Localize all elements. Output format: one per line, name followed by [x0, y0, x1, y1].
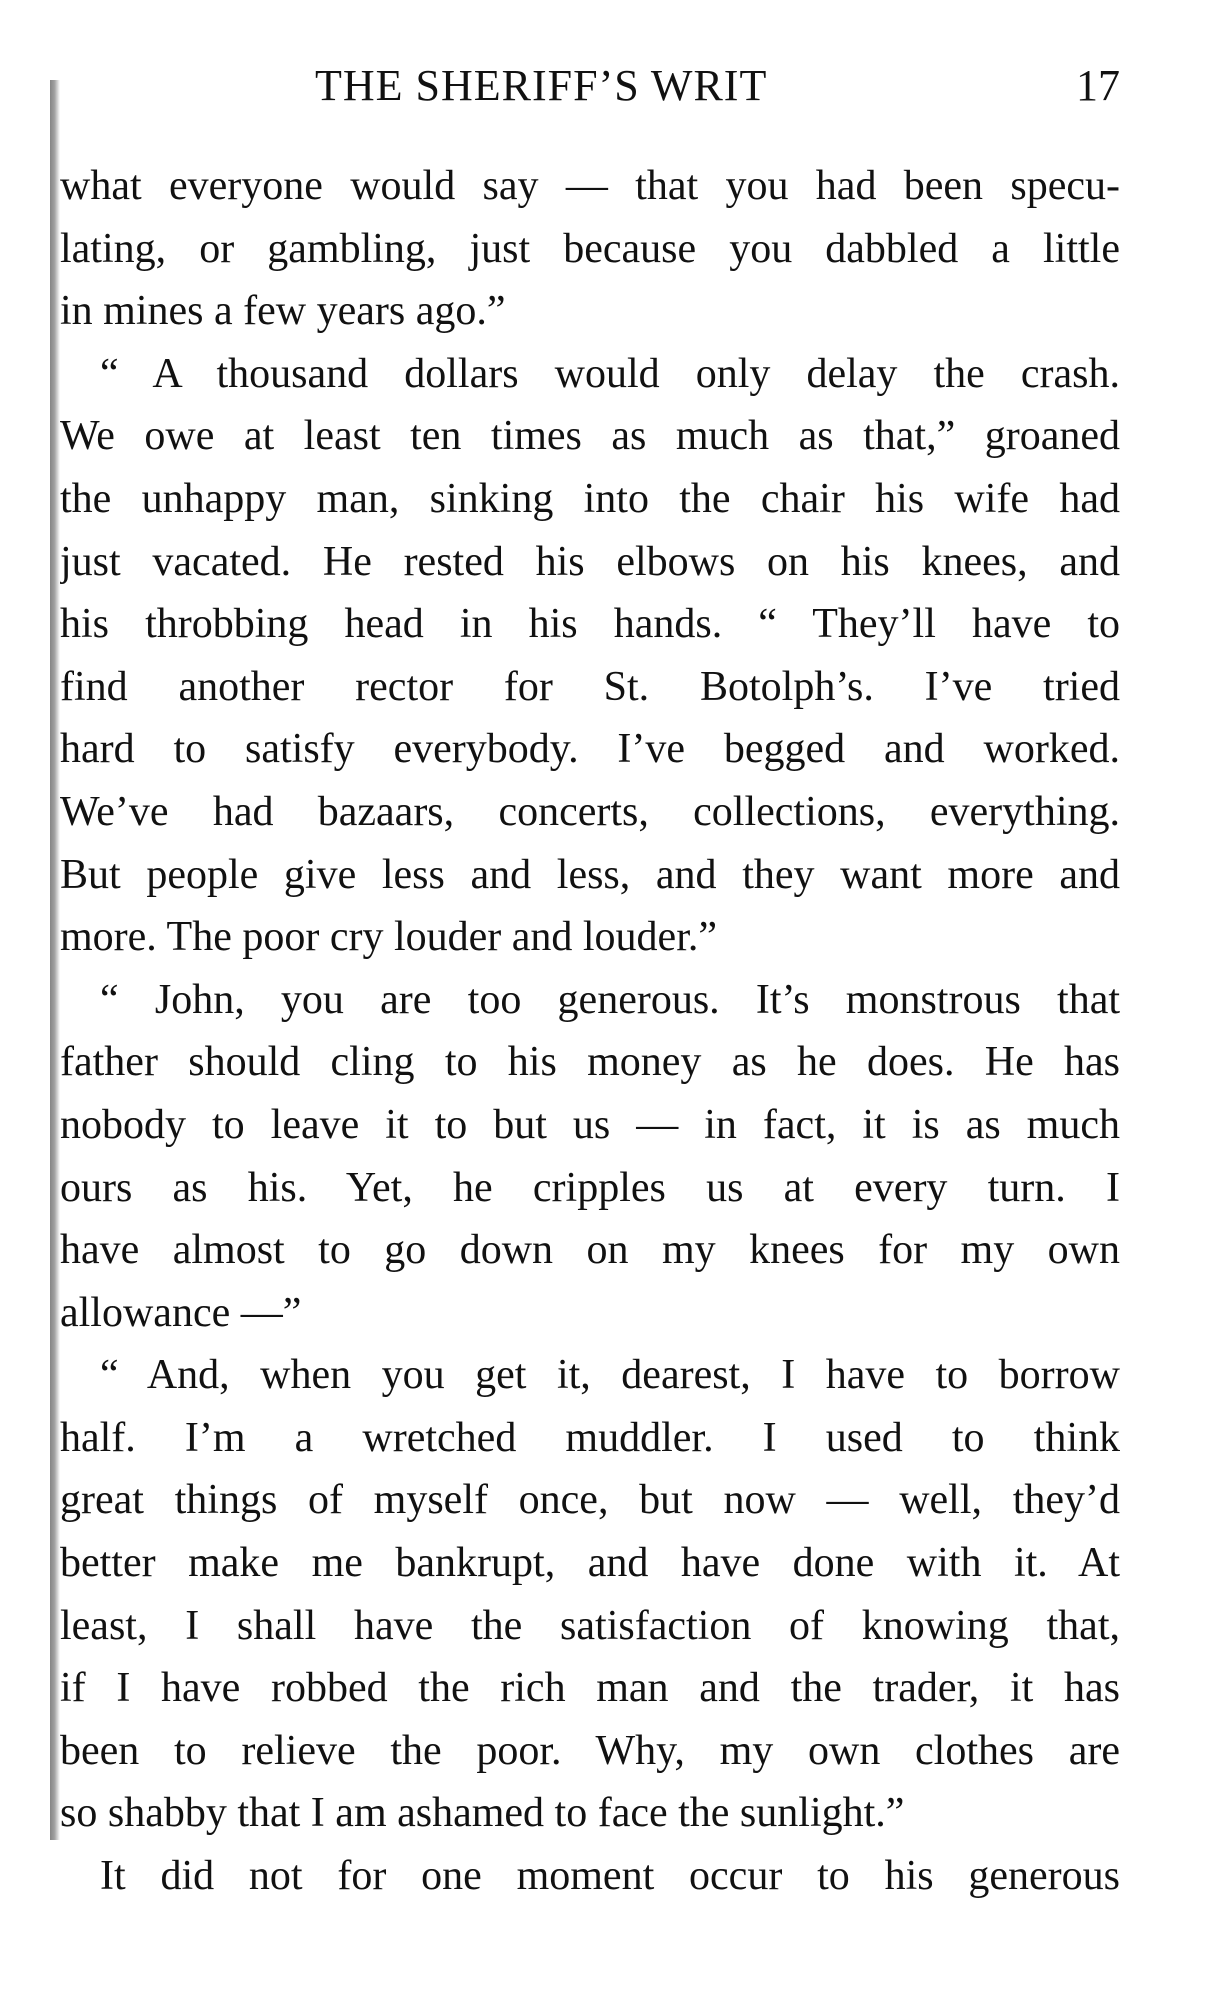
text-line: We’ve had bazaars, concerts, collections, everything. — [60, 788, 1120, 835]
body-text — [60, 155, 1120, 1908]
text-line: find another rector for St. Botolph’s. I’ve tried — [60, 663, 1120, 710]
page-number: 17 — [1076, 61, 1120, 110]
text-line: hard to satisfy everybody. I’ve begged and worked. — [60, 726, 1120, 773]
text-line: what everyone would say — that you had been specu- — [60, 163, 1120, 209]
text-line: It did not for one moment occur to his generous — [100, 1853, 1120, 1900]
text-line: “ And, when you get it, dearest, I have to borrow — [100, 1352, 1120, 1399]
page-header — [60, 60, 1120, 120]
text-line: the unhappy man, sinking into the chair his wife had — [60, 475, 1120, 522]
text-line: lating, or gambling, just because you dabbled a little — [60, 225, 1120, 272]
text-line: just vacated. He rested his elbows on his knees, and — [60, 538, 1120, 585]
text-line: half. I’m a wretched muddler. I used to think — [60, 1414, 1120, 1461]
binding-shadow — [50, 80, 60, 1840]
text-line: least, I shall have the satisfaction of knowing that, — [60, 1602, 1120, 1649]
text-line: his throbbing head in his hands. “ They’ll have to — [60, 601, 1120, 648]
text-line: if I have robbed the rich man and the trader, it has — [60, 1665, 1120, 1712]
text-line: in mines a few years ago.” — [60, 288, 506, 335]
text-line: But people give less and less, and they want more and — [60, 851, 1120, 898]
text-line: so shabby that I am ashamed to face the sunlight.” — [60, 1790, 905, 1837]
running-title: THE SHERIFF’S WRIT — [315, 61, 768, 110]
text-line: father should cling to his money as he does. He has — [60, 1039, 1120, 1086]
text-line: been to relieve the poor. Why, my own clothes are — [60, 1727, 1120, 1774]
text-line: ours as his. Yet, he cripples us at every turn. I — [60, 1164, 1120, 1211]
text-line: more. The poor cry louder and louder.” — [60, 914, 718, 961]
text-line: “ John, you are too generous. It’s monstrous that — [100, 976, 1120, 1023]
text-line: allowance —” — [60, 1289, 302, 1336]
text-line: great things of myself once, but now — well, they’d — [60, 1477, 1120, 1524]
text-line: We owe at least ten times as much as that,” groaned — [60, 413, 1120, 460]
text-line: nobody to leave it to but us — in fact, it is as much — [60, 1101, 1120, 1148]
text-line: have almost to go down on my knees for my own — [60, 1227, 1120, 1274]
text-line: better make me bankrupt, and have done with it. At — [60, 1540, 1120, 1587]
text-line: “ A thousand dollars would only delay the crash. — [100, 350, 1120, 397]
